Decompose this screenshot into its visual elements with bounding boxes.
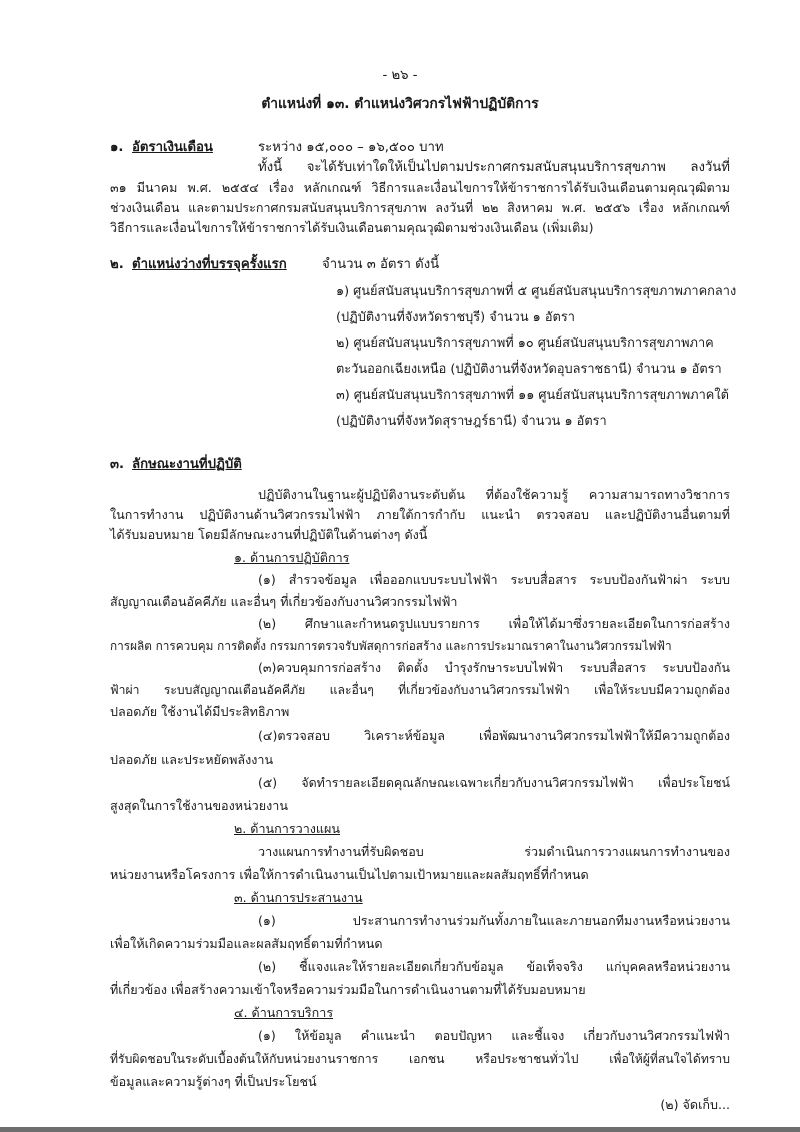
duty-line: ปลอดภัย และประหยัดพลังงาน — [110, 752, 274, 767]
duty-line: ข้อมูลและความรู้ต่างๆ ที่เป็นประโยชน์ — [110, 1074, 317, 1089]
salary-range: ระหว่าง ๑๕,๐๐๐ – ๑๖,๕๐๐ บาท — [258, 140, 444, 155]
duty-line: วางแผนการทำงานที่รับผิดชอบ ร่วมดำเนินการวางแผนการทำงานของ — [258, 844, 730, 859]
page-title: ตำแหน่งที่ ๑๓. ตำแหน่งวิศวกรไฟฟ้าปฏิบัติการ — [261, 96, 539, 112]
duty-line: (๒) ศึกษาและกำหนดรูปแบบรายการ เพื่อให้ได้มาซึ่งรายละเอียดในการก่อสร้าง — [258, 616, 730, 631]
section2-number: ๒. — [110, 257, 124, 272]
page-number: - ๒๖ - — [382, 68, 418, 83]
vacancy-item: (ปฏิบัติงานที่จังหวัดสุราษฎร์ธานี) จำนวน ๑ อัตรา — [336, 414, 607, 429]
sub-heading-operations: ๑. ด้านการปฏิบัติการ — [234, 550, 350, 565]
vacancy-summary: จำนวน ๓ อัตรา ดังนี้ — [322, 257, 440, 272]
duties-intro: ปฏิบัติงานในฐานะผู้ปฏิบัติงานระดับต้น ที่ต้องใช้ความรู้ ความสามารถทางวิชาการ — [258, 487, 730, 502]
duty-line: (๓)ควบคุมการก่อสร้าง ติดตั้ง บำรุงรักษาระบบไฟฟ้า ระบบสื่อสาร ระบบป้องกัน — [258, 660, 730, 675]
duty-line: การผลิต การควบคุม การติดตั้ง กรรมการตรวจรับพัสดุการก่อสร้าง และการประมาณราคาในงานวิศวกรรมไฟฟ้า — [110, 639, 672, 653]
sub-heading-service: ๔. ด้านการบริการ — [234, 1005, 334, 1020]
section3-heading: ลักษณะงานที่ปฏิบัติ — [132, 457, 242, 472]
duty-line: สัญญาณเตือนอัคคีภัย และอื่นๆ ที่เกี่ยวข้องกับงานวิศวกรรมไฟฟ้า — [110, 594, 458, 609]
duty-line: สูงสุดในการใช้งานของหน่วยงาน — [110, 798, 288, 813]
duty-line: (๑) ประสานการทำงานร่วมกันทั้งภายในและภายนอกทีมงานหรือหน่วยงาน — [258, 913, 730, 928]
section1-line: วิธีการและเงื่อนไขการให้ข้าราชการได้รับเงินเดือนตามคุณวุฒิตามช่วงเงินเดือน (เพิ่มเติม) — [110, 220, 594, 235]
duty-line: (๒) ชี้แจงและให้รายละเอียดเกี่ยวกับข้อมูล ข้อเท็จจริง แก่บุคคลหรือหน่วยงาน — [258, 959, 730, 974]
section1-line: ทั้งนี้ จะได้รับเท่าใดให้เป็นไปตามประกาศกรมสนับสนุนบริการสุขภาพ ลงวันที่ — [258, 160, 730, 175]
duty-line: (๑) ให้ข้อมูล คำแนะนำ ตอบปัญหา และชี้แจง เกี่ยวกับงานวิศวกรรมไฟฟ้า — [258, 1028, 730, 1043]
section1-number: ๑. — [110, 140, 124, 155]
duty-line: (๕) จัดทำรายละเอียดคุณลักษณะเฉพาะเกี่ยวกับงานวิศวกรรมไฟฟ้า เพื่อประโยชน์ — [258, 775, 730, 790]
section1-line: ช่วงเงินเดือน และตามประกาศกรมสนับสนุนบริการสุขภาพ ลงวันที่ ๒๒ สิงหาคม พ.ศ. ๒๕๕๖ เรื่อง หลักเกณฑ์ — [110, 200, 730, 215]
duty-line: เพื่อให้เกิดความร่วมมือและผลสัมฤทธิ์ตามที่กำหนด — [110, 936, 383, 951]
duty-line: (๑) สำรวจข้อมูล เพื่อออกแบบระบบไฟฟ้า ระบบสื่อสาร ระบบป้องกันฟ้าผ่า ระบบ — [258, 572, 730, 587]
sub-heading-coordination: ๓. ด้านการประสานงาน — [234, 890, 363, 905]
section1-heading: อัตราเงินเดือน — [132, 140, 213, 155]
duty-line: ที่เกี่ยวข้อง เพื่อสร้างความเข้าใจหรือความร่วมมือในการดำเนินงานตามที่ได้รับมอบหมาย — [110, 982, 586, 997]
section2-heading: ตำแหน่งว่างที่บรรจุครั้งแรก — [132, 257, 287, 272]
duty-line: หน่วยงานหรือโครงการ เพื่อให้การดำเนินงานเป็นไปตามเป้าหมายและผลสัมฤทธิ์ที่กำหนด — [110, 867, 589, 882]
duties-intro: ในการทำงาน ปฏิบัติงานด้านวิศวกรรมไฟฟ้า ภายใต้การกำกับ แนะนำ ตรวจสอบ และปฏิบัติงานอื่นตามที่ — [110, 507, 730, 522]
duty-line: ที่รับผิดชอบในระดับเบื้องต้นให้กับหน่วยงานราชการ เอกชน หรือประชาชนทั่วไป เพื่อให้ผู้ที่สนใจได้ทราบ — [110, 1052, 731, 1066]
vacancy-item: ๑) ศูนย์สนับสนุนบริการสุขภาพที่ ๕ ศูนย์สนับสนุนบริการสุขภาพภาคกลาง — [336, 284, 737, 299]
duties-intro: ได้รับมอบหมาย โดยมีลักษณะงานที่ปฏิบัติในด้านต่างๆ ดังนี้ — [110, 527, 428, 542]
vacancy-item: (ปฏิบัติงานที่จังหวัดราชบุรี) จำนวน ๑ อัตรา — [336, 310, 575, 325]
duty-line: ฟ้าผ่า ระบบสัญญาณเตือนอัคคีภัย และอื่นๆ ที่เกี่ยวข้องกับงานวิศวกรรมไฟฟ้า เพื่อให้ระบบมีความถูกต้อง — [110, 683, 730, 697]
continuation-text: (๒) จัดเก็บ... — [660, 1097, 730, 1112]
vacancy-item: ๓) ศูนย์สนับสนุนบริการสุขภาพที่ ๑๑ ศูนย์สนับสนุนบริการสุขภาพภาคใต้ — [336, 388, 729, 403]
section3-number: ๓. — [110, 457, 125, 472]
duty-line: ปลอดภัย ใช้งานได้มีประสิทธิภาพ — [110, 704, 290, 719]
section1-line: ๓๑ มีนาคม พ.ศ. ๒๕๕๔ เรื่อง หลักเกณฑ์ วิธีการและเงื่อนไขการให้ข้าราชการได้รับเงินเดือนตามคุณวุฒิตาม — [110, 180, 730, 195]
vacancy-item: ตะวันออกเฉียงเหนือ (ปฏิบัติงานที่จังหวัดอุบลราชธานี) จำนวน ๑ อัตรา — [336, 362, 722, 377]
sub-heading-planning: ๒. ด้านการวางแผน — [234, 821, 341, 836]
duty-line: (๔)ตรวจสอบ วิเคราะห์ข้อมูล เพื่อพัฒนางานวิศวกรรมไฟฟ้าให้มีความถูกต้อง — [258, 728, 730, 743]
scan-edge-bar — [0, 1127, 800, 1132]
vacancy-item: ๒) ศูนย์สนับสนุนบริการสุขภาพที่ ๑๐ ศูนย์สนับสนุนบริการสุขภาพภาค — [336, 336, 714, 351]
